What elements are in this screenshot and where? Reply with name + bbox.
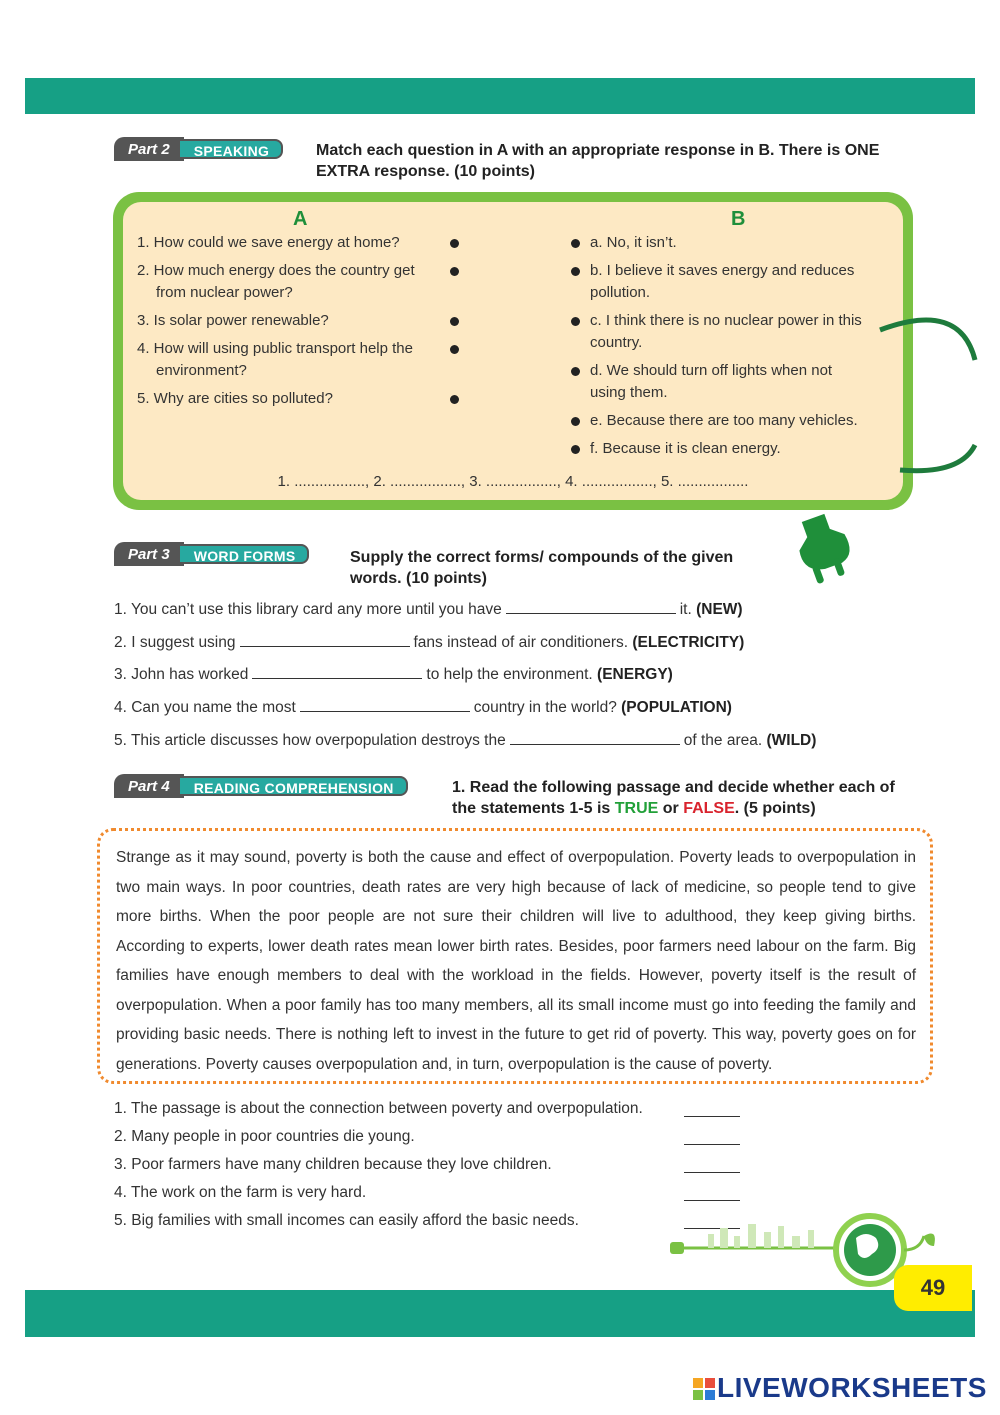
part4-instruction	[452, 777, 912, 819]
response-d-cont: using them.	[590, 384, 668, 401]
word-form-3-blank[interactable]	[252, 667, 422, 679]
word-form-2-post: fans instead of air conditioners.	[413, 634, 629, 651]
response-e: e. Because there are too many vehicles.	[590, 412, 858, 429]
question-1: 1. How could we save energy at home?	[137, 234, 400, 251]
part4-label: Part 4	[114, 774, 184, 798]
response-b: b. I believe it saves energy and reduces	[590, 262, 855, 279]
question-5: 5. Why are cities so polluted?	[137, 390, 333, 407]
statement-2-blank[interactable]	[684, 1144, 740, 1145]
part2-tag: SPEAKING	[180, 139, 284, 159]
part2-instruction: Match each question in A with an appropriate response in B. There is ONE EXTRA response. (10 points)	[316, 142, 880, 180]
question-2-dot[interactable]	[450, 267, 459, 276]
word-form-4-word: (POPULATION)	[621, 699, 732, 716]
response-c-cont: country.	[590, 334, 643, 351]
word-form-2-blank[interactable]	[240, 635, 410, 647]
or-word: or	[662, 800, 679, 817]
column-b-heading: B	[731, 208, 746, 230]
word-form-5-blank[interactable]	[510, 733, 680, 745]
word-form-item-3	[114, 666, 673, 684]
word-form-4-pre: 4. Can you name the most	[114, 699, 296, 716]
cable-decoration	[860, 300, 980, 490]
part4-tag: READING COMPREHENSION	[180, 776, 408, 796]
response-b-dot[interactable]	[571, 267, 580, 276]
response-d: d. We should turn off lights when not	[590, 362, 833, 379]
part3-instruction: Supply the correct forms/ compounds of the given words. (10 points)	[350, 549, 734, 587]
question-1-dot[interactable]	[450, 239, 459, 248]
word-form-4-blank[interactable]	[300, 700, 470, 712]
statement-4-blank[interactable]	[684, 1200, 740, 1201]
part4-instruction-post: . (5 points)	[734, 800, 816, 817]
statement-3: 3. Poor farmers have many children because they love children.	[114, 1156, 552, 1173]
response-a: a. No, it isn’t.	[590, 234, 677, 251]
question-2: 2. How much energy does the country get	[137, 262, 415, 279]
statement-5: 5. Big families with small incomes can easily afford the basic needs.	[114, 1212, 579, 1229]
top-banner	[25, 78, 975, 114]
word-form-4-post: country in the world?	[473, 699, 617, 716]
response-c: c. I think there is no nuclear power in this	[590, 312, 862, 329]
response-d-dot[interactable]	[571, 367, 580, 376]
liveworksheets-icon	[693, 1378, 715, 1400]
question-4-dot[interactable]	[450, 345, 459, 354]
word-form-3-post: to help the environment.	[426, 666, 593, 683]
liveworksheets-brand: LIVEWORKSHEETS	[717, 1372, 987, 1403]
word-form-2-pre: 2. I suggest using	[114, 634, 236, 651]
statement-3-blank[interactable]	[684, 1172, 740, 1173]
word-form-2-word: (ELECTRICITY)	[632, 634, 745, 651]
bottom-banner	[25, 1290, 975, 1337]
plug-icon	[792, 512, 856, 584]
word-form-1-post: it.	[679, 601, 692, 618]
word-form-item-2	[114, 634, 744, 652]
response-c-dot[interactable]	[571, 317, 580, 326]
part2-label: Part 2	[114, 137, 184, 161]
page-number: 49	[894, 1265, 972, 1311]
response-b-cont: pollution.	[590, 284, 651, 301]
response-e-dot[interactable]	[571, 417, 580, 426]
question-3: 3. Is solar power renewable?	[137, 312, 329, 329]
false-word: FALSE	[683, 800, 735, 817]
statement-1: 1. The passage is about the connection between poverty and overpopulation.	[114, 1100, 643, 1117]
statement-4: 4. The work on the farm is very hard.	[114, 1184, 367, 1201]
word-form-5-post: of the area.	[683, 732, 763, 749]
statement-2: 2. Many people in poor countries die young.	[114, 1128, 415, 1145]
part4-instruction-pre: 1. Read the following passage and decide whether each of the statements 1-5 is	[452, 779, 895, 817]
part4-badge	[114, 772, 408, 800]
word-form-5-pre: 5. This article discusses how overpopulation destroys the	[114, 732, 506, 749]
question-4: 4. How will using public transport help the	[137, 340, 413, 357]
liveworksheets-logo	[693, 1372, 987, 1404]
question-5-dot[interactable]	[450, 395, 459, 404]
column-a-heading: A	[293, 208, 308, 230]
word-form-1-blank[interactable]	[506, 602, 676, 614]
question-3-dot[interactable]	[450, 317, 459, 326]
word-form-item-4	[114, 699, 732, 717]
word-form-item-1	[114, 601, 743, 619]
reading-passage-box	[97, 828, 933, 1084]
word-form-5-word: (WILD)	[766, 732, 817, 749]
matching-box	[113, 192, 913, 510]
part3-label: Part 3	[114, 542, 184, 566]
reading-passage: Strange as it may sound, poverty is both the cause and effect of overpopulation. Poverty leads to overpopulation in two main ways. In poor countries, death rates are very high because of lack of medicine, so people tend to give more births. When the poor people are not sure their children will live to adulthood, they keep giving births. According to experts, lower death rates mean lower birth rates. Besides, poor farmers need labour on the farm. Big families have enough members to deal with the workload in the fields. However, poverty itself is the result of overpopulation. When a poor family has too many members, all its small income must go into feeding the family and providing basic needs. There is nothing left to invest in the future to get rid of poverty. This way, poverty goes on for generations. Poverty causes overpopulation and, in turn, overpopulation is the cause of poverty.	[116, 849, 916, 1073]
response-f: f. Because it is clean energy.	[590, 440, 781, 457]
matching-answer-line[interactable]: 1. ................., 2. ................., 3. ................., 4. ................., 5. .................	[277, 473, 749, 490]
question-2-cont: from nuclear power?	[156, 284, 293, 301]
word-form-3-word: (ENERGY)	[597, 666, 673, 683]
word-form-1-pre: 1. You can’t use this library card any more until you have	[114, 601, 502, 618]
word-form-1-word: (NEW)	[696, 601, 743, 618]
statement-1-blank[interactable]	[684, 1116, 740, 1117]
true-word: TRUE	[614, 800, 659, 817]
part3-tag: WORD FORMS	[180, 544, 310, 564]
response-f-dot[interactable]	[571, 445, 580, 454]
response-a-dot[interactable]	[571, 239, 580, 248]
word-form-item-5	[114, 732, 816, 750]
question-4-cont: environment?	[156, 362, 247, 379]
word-form-3-pre: 3. John has worked	[114, 666, 249, 683]
part3-badge	[114, 540, 309, 568]
part2-badge	[114, 135, 283, 163]
